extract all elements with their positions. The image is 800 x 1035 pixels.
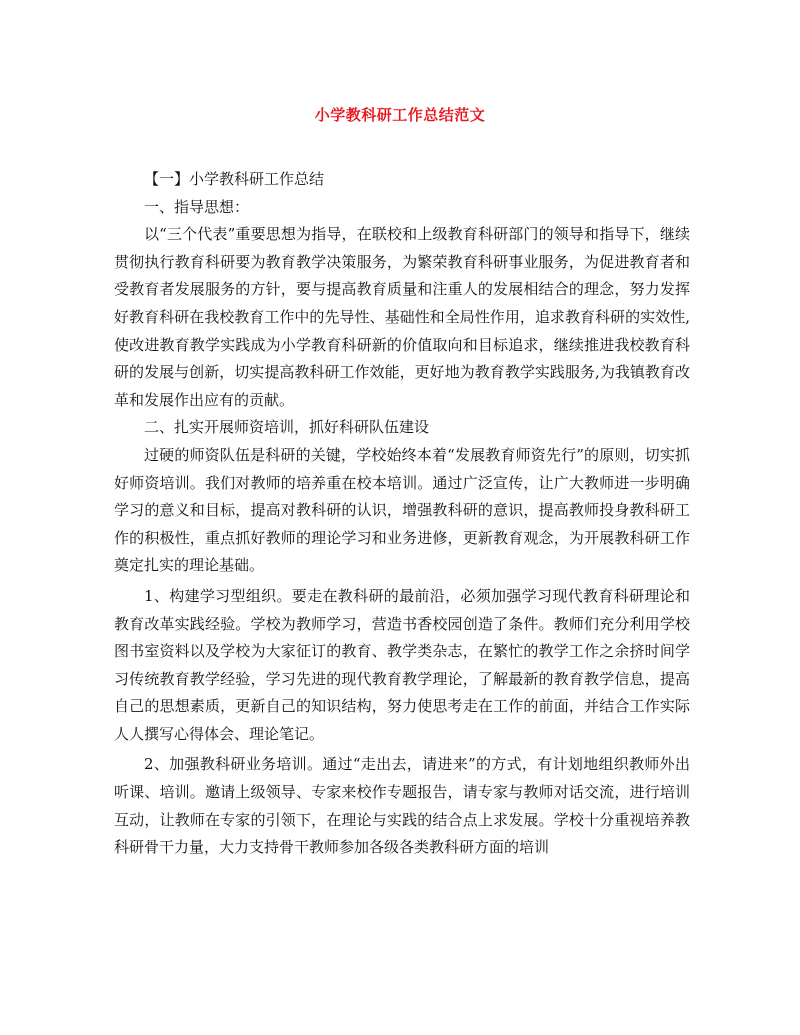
- section-heading-one: 【一】小学教科研工作总结: [144, 170, 325, 188]
- subheading-guiding-thought: 一、指导思想：: [144, 197, 250, 216]
- paragraph-learning-organization: 1、构建学习型组织。要走在教科研的最前沿，必须加强学习现代教育科研理论和教育改革实践经验。学校为教师学习，营造书香校园创造了条件。教师们充分利用学校图书室资料以及学校为大家征订的教育、教学类杂志，在繁忙的教学工作之余挤时间学习传统教育教学经验，学习先进的现代教育教学理论，了解最新的教育教学信息，提高自己的思想素质，更新自己的知识结构，努力使思考走在工作的前面，并结合工作实际人人撰写心得体会、理论笔记。: [114, 586, 690, 743]
- subheading-teacher-training: 二、扎实开展师资培训，抓好科研队伍建设: [144, 418, 430, 437]
- document-body: [114, 166, 690, 862]
- paragraph-teacher-training: 过硬的师资队伍是科研的关键，学校始终本着“发展教育师资先行”的原则，切实抓好师资培训。我们对教师的培养重在校本培训。通过广泛宣传，让广大教师进一步明确学习的意义和目标，提高对教科研的认识，增强教科研的意识，提高教师投身教科研工作的积极性，重点抓好教师的理论学习和业务进修，更新教育观念，为开展教科研工作奠定扎实的理论基础。: [114, 445, 690, 575]
- document-title: 小学教科研工作总结范文: [314, 106, 486, 124]
- paragraph-research-training: 2、加强教科研业务培训。通过“走出去，请进来”的方式，有计划地组织教师外出听课、培训。邀请上级领导、专家来校作专题报告，请专家与教师对话交流，进行培训互动，让教师在专家的引领下，在理论与实践的结合点上求发展。学校十分重视培养教科研骨干力量，大力支持骨干教师参加各级各类教科研方面的培训: [114, 755, 690, 857]
- paragraph-guiding-thought: 以“三个代表”重要思想为指导，在联校和上级教育科研部门的领导和指导下，继续贯彻执行教育科研要为教育教学决策服务，为繁荣教育科研事业服务，为促进教育者和受教育者发展服务的方针，要与提高教育质量和注重人的发展相结合的理念，努力发挥好教育科研在我校教育工作中的先导性、基础性和全局性作用，追求教育科研的实效性, 使改进教育教学实践成为小学教育科研新的价值取向和目标追求，继续推进我校教育科研的发展与创新，切实提高教科研工作效能，更好地为教育教学实践服务,为我镇教育改革和发展作出应有的贡献。: [114, 225, 690, 409]
